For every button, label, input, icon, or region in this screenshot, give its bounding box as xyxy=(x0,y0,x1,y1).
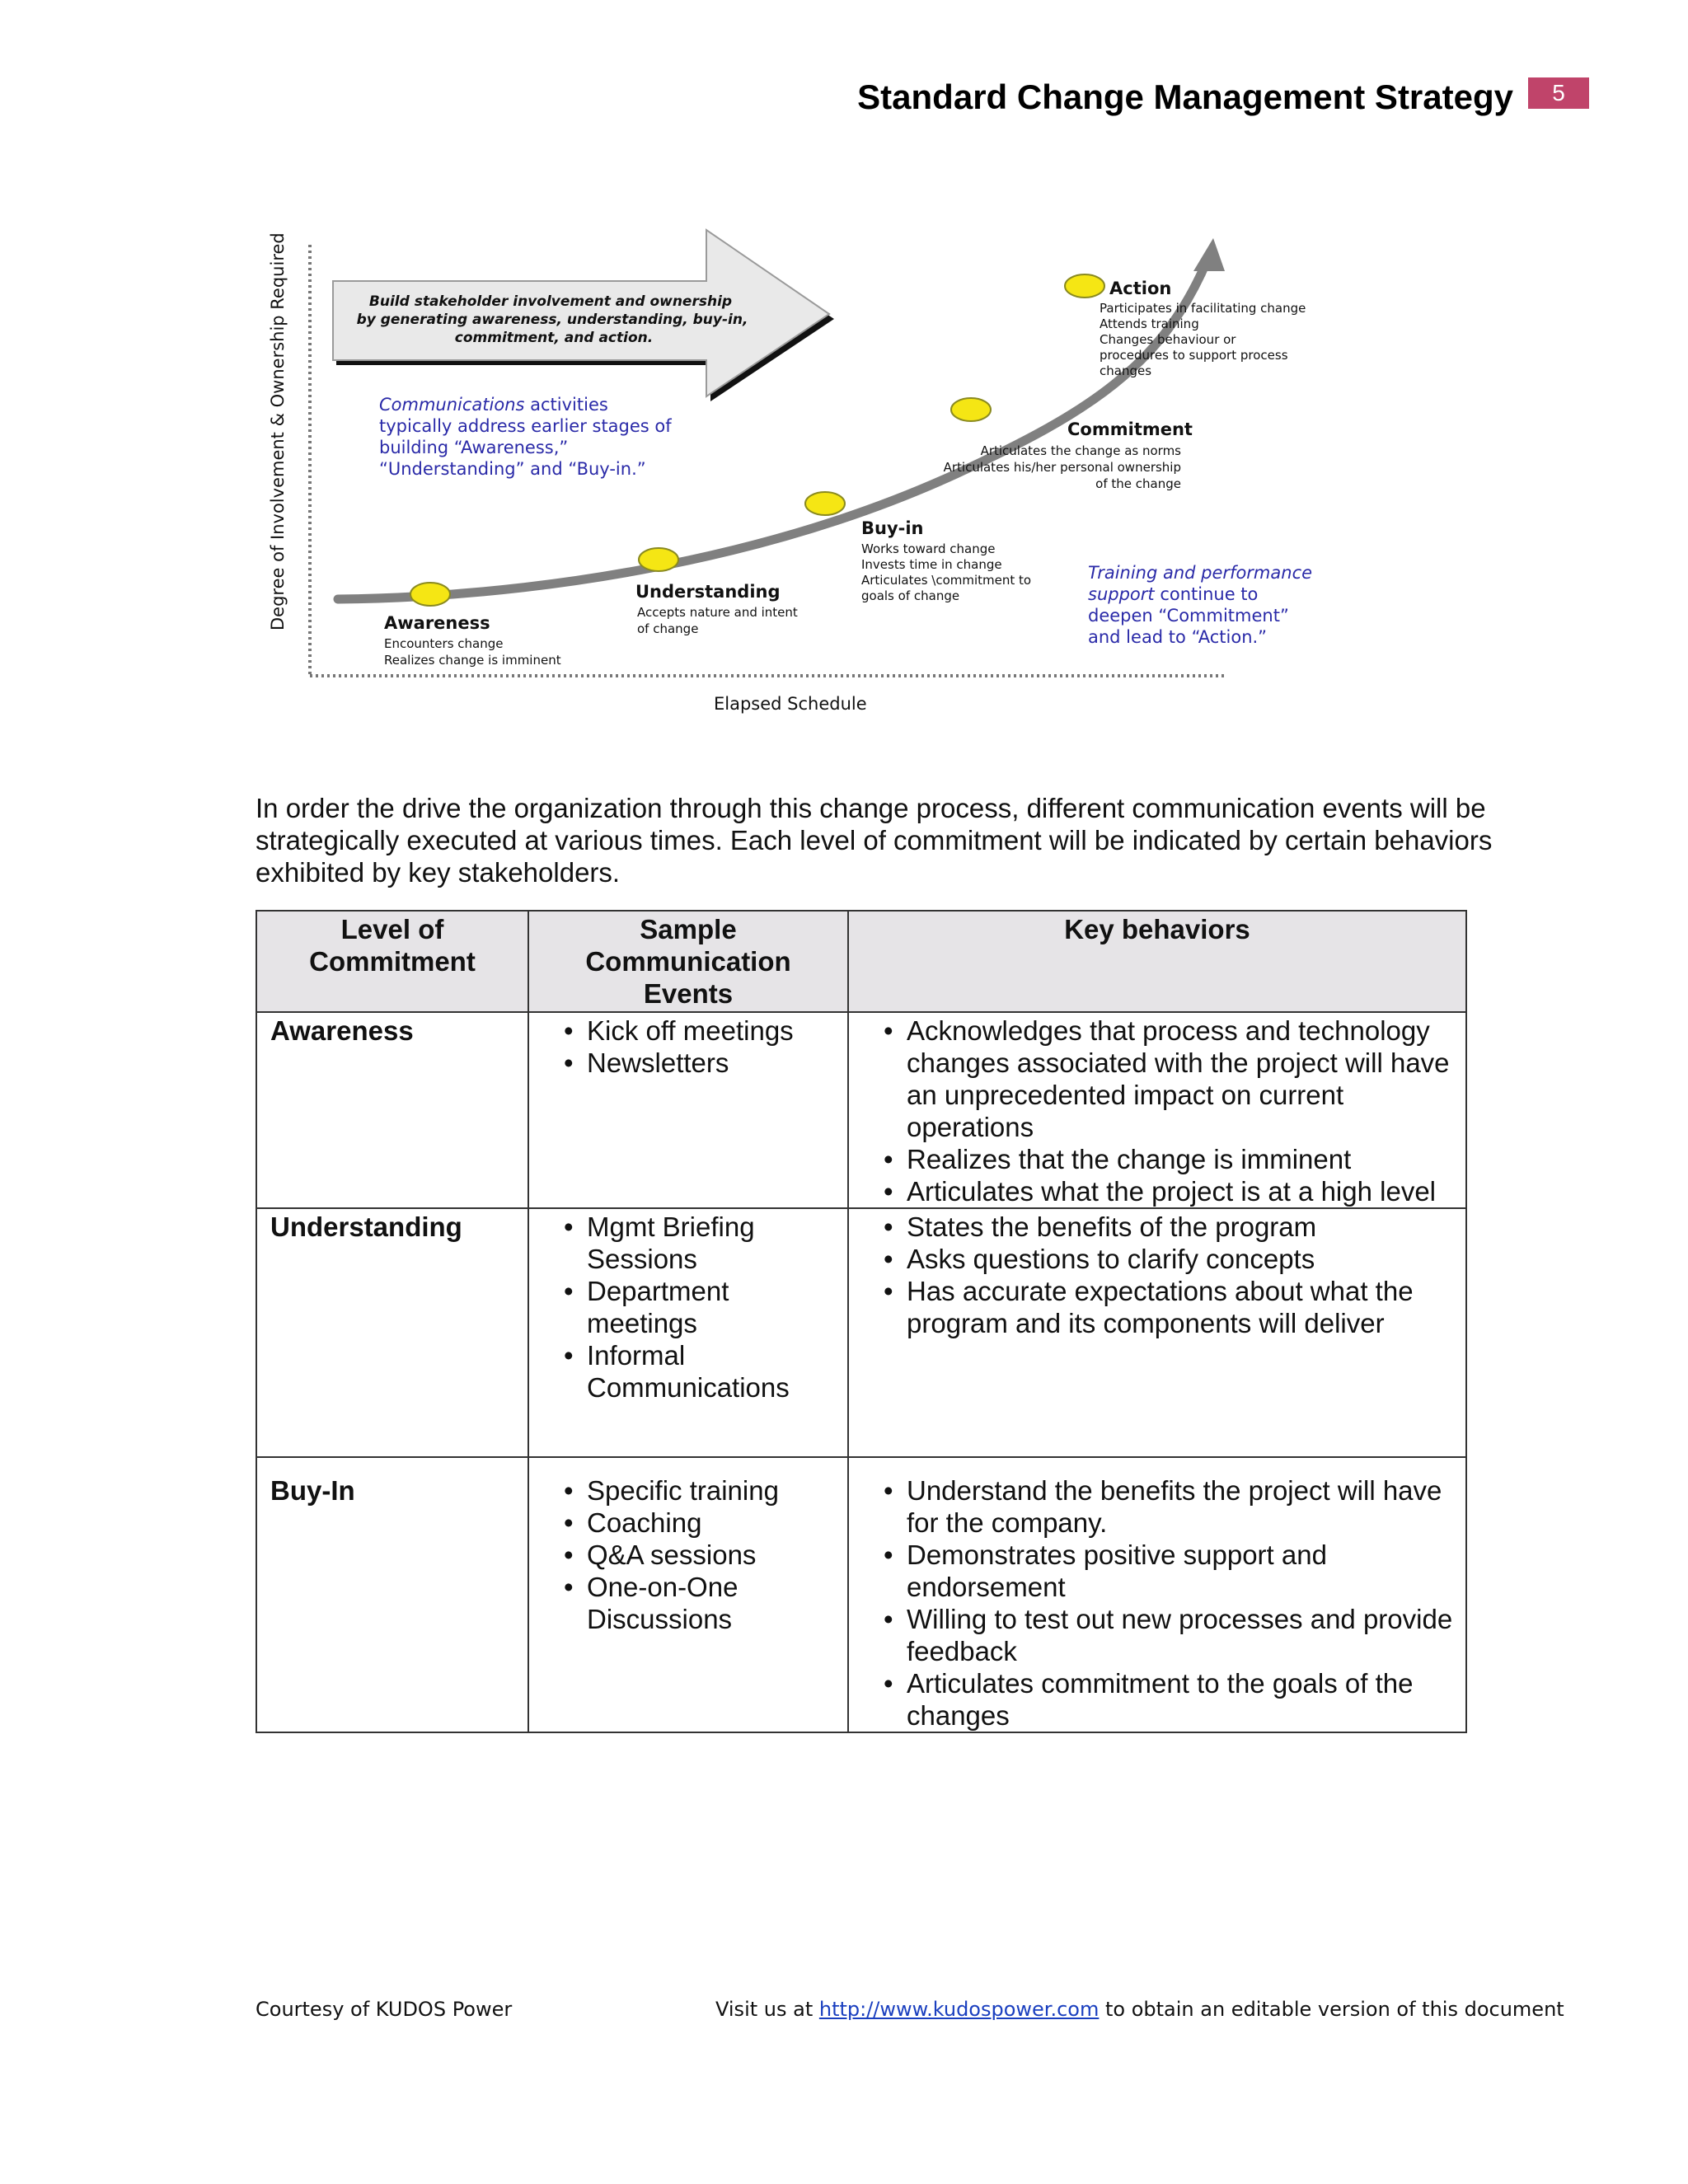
arrow-text-line-1: Build stakeholder involvement and ownership xyxy=(368,293,733,310)
event-item: • Specific training xyxy=(564,1474,837,1507)
behavior-item: • Asks questions to clarify concepts xyxy=(884,1243,1456,1275)
table-row-awareness xyxy=(256,1012,1466,1208)
stage-understanding-line-1: Accepts nature and intent xyxy=(637,605,798,620)
arrow-text-line-3: commitment, and action. xyxy=(454,330,654,346)
event-item: • Q&A sessions xyxy=(564,1539,837,1571)
event-item: • Informal Communications xyxy=(564,1339,837,1404)
events-cell xyxy=(528,1457,848,1732)
behavior-item: • Understand the benefits the project will have for the company. xyxy=(884,1474,1456,1539)
event-item: • One-on-One Discussions xyxy=(564,1571,837,1635)
node-understanding xyxy=(639,548,678,571)
node-action xyxy=(1065,274,1104,298)
stage-awareness-title: Awareness xyxy=(384,613,490,633)
footer-visit xyxy=(715,1998,1564,2021)
stage-commitment-title: Commitment xyxy=(1067,419,1193,439)
stage-understanding-title: Understanding xyxy=(635,582,781,602)
intro-paragraph: In order the drive the organization through this change process, different communication events will be strategically executed at various times. Each level of commitment will be indicated by certain behaviors exhibited by key stakeholders. xyxy=(256,793,1493,888)
behavior-item: • Acknowledges that process and technology changes associated with the project will have an unprecedented impact on current operations xyxy=(884,1015,1456,1143)
training-note-line-2-rest: continue to xyxy=(1154,584,1259,604)
events-cell xyxy=(528,1012,848,1208)
table-row-buy-in xyxy=(256,1457,1466,1732)
header-level: Level of Commitment xyxy=(256,911,528,1012)
footer-credit: Courtesy of KUDOS Power xyxy=(256,1998,513,2021)
stage-buy-in-line-4: goals of change xyxy=(861,588,960,603)
arrow-text-line-2: by generating awareness, understanding, buy-in, xyxy=(356,312,748,328)
comm-note-line-1 xyxy=(379,395,608,415)
behavior-item: • Articulates commitment to the goals of the changes xyxy=(884,1667,1456,1732)
comm-note-line-3: building “Awareness,” xyxy=(379,438,569,457)
page-number-badge: 5 xyxy=(1528,77,1589,109)
commitment-table xyxy=(256,910,1467,1733)
node-buy-in xyxy=(805,492,845,515)
comm-note-line-1-rest: activities xyxy=(524,395,608,415)
level-cell: Understanding xyxy=(256,1208,528,1457)
x-axis-label: Elapsed Schedule xyxy=(714,694,867,714)
behavior-item: • States the benefits of the program xyxy=(884,1211,1456,1243)
training-note-line-3: deepen “Commitment” xyxy=(1088,606,1289,626)
level-cell: Buy-In xyxy=(256,1457,528,1732)
behavior-item: • Has accurate expectations about what the program and its components will deliver xyxy=(884,1275,1456,1339)
event-item: • Department meetings xyxy=(564,1275,837,1339)
stage-action-title: Action xyxy=(1109,279,1172,298)
stage-action-line-2: Attends training xyxy=(1100,316,1199,331)
comm-note-line-2: typically address earlier stages of xyxy=(379,416,672,436)
behaviors-cell xyxy=(848,1012,1466,1208)
stage-buy-in-line-1: Works toward change xyxy=(861,541,996,556)
stage-buy-in-line-3: Articulates \commitment to xyxy=(861,573,1032,588)
event-item: • Coaching xyxy=(564,1507,837,1539)
header-events: Sample Communication Events xyxy=(528,911,848,1012)
behavior-item: • Willing to test out new processes and provide feedback xyxy=(884,1603,1456,1667)
y-axis-label: Degree of Involvement & Ownership Required xyxy=(268,232,288,630)
table-header-row xyxy=(256,911,1466,1012)
stage-buy-in-title: Buy-in xyxy=(861,518,924,538)
comm-note-italic: Communications xyxy=(379,395,525,415)
page-header xyxy=(0,76,1597,125)
stage-commitment-line-1: Articulates the change as norms xyxy=(980,443,1181,458)
events-cell xyxy=(528,1208,848,1457)
page-title: Standard Change Management Strategy xyxy=(857,77,1513,116)
training-note-line-1: Training and performance xyxy=(1088,563,1313,583)
stage-commitment-line-2: Articulates his/her personal ownership xyxy=(943,460,1181,475)
table-row-understanding xyxy=(256,1208,1466,1457)
behavior-item: • Articulates what the project is at a high level xyxy=(884,1175,1456,1207)
header-behaviors: Key behaviors xyxy=(848,911,1466,1012)
stage-buy-in-line-2: Invests time in change xyxy=(861,557,1002,572)
level-cell: Awareness xyxy=(256,1012,528,1208)
stage-action-line-4: procedures to support process xyxy=(1100,348,1288,363)
behavior-item: • Demonstrates positive support and endorsement xyxy=(884,1539,1456,1603)
behaviors-cell xyxy=(848,1457,1466,1732)
stage-commitment-line-3: of the change xyxy=(1095,476,1181,491)
footer-website-link[interactable]: http://www.kudospower.com xyxy=(818,1998,1100,2021)
stage-action-line-5: changes xyxy=(1100,363,1152,378)
behaviors-cell xyxy=(848,1208,1466,1457)
comm-note-line-4: “Understanding” and “Buy-in.” xyxy=(379,459,646,479)
training-note-italic: support xyxy=(1088,584,1155,604)
event-item: • Newsletters xyxy=(564,1047,837,1079)
training-note-line-2 xyxy=(1088,584,1258,604)
event-item: • Kick off meetings xyxy=(564,1015,837,1047)
event-item: • Mgmt Briefing Sessions xyxy=(564,1211,837,1275)
footer-prefix: Visit us at xyxy=(715,1998,819,2021)
change-curve-diagram xyxy=(247,218,1335,729)
footer-suffix: to obtain an editable version of this document xyxy=(1099,1998,1564,2021)
node-commitment xyxy=(951,398,991,421)
node-awareness xyxy=(410,583,450,606)
stage-action-line-3: Changes behaviour or xyxy=(1100,332,1236,347)
curve-arrowhead xyxy=(1193,238,1225,271)
stage-awareness-line-2: Realizes change is imminent xyxy=(384,653,561,668)
stage-awareness-line-1: Encounters change xyxy=(384,636,504,651)
training-note-line-4: and lead to “Action.” xyxy=(1088,627,1268,647)
behavior-item: • Realizes that the change is imminent xyxy=(884,1143,1456,1175)
stage-action-line-1: Participates in facilitating change xyxy=(1100,301,1306,316)
stage-understanding-line-2: of change xyxy=(637,621,699,636)
